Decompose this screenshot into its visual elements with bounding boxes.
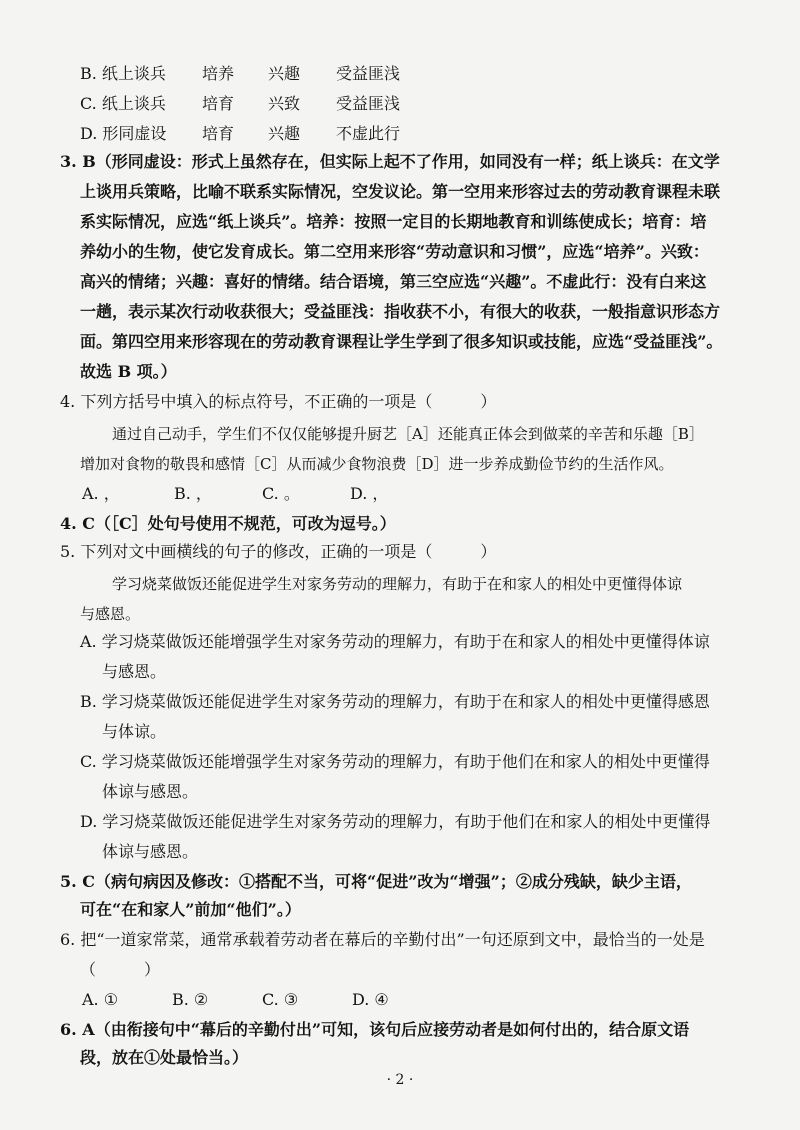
answer-3-line: 面。第四空用来形容现在的劳动教育课程让学生学到了很多知识或技能，应选“受益匪浅”。 <box>80 332 723 351</box>
answer-6-line: 段，放在①处最恰当。） <box>80 1048 249 1067</box>
answer-6-line: 6. A（由衔接句中“幕后的辛勤付出”可知，该句后应接劳动者是如何付出的，结合原文语 <box>60 1020 690 1039</box>
option-word-3: 兴趣 <box>268 64 301 83</box>
question-5-passage: 学习烧菜做饭还能促进学生对家务劳动的理解力，有助于在和家人的相处中更懂得体谅 <box>112 575 683 593</box>
option-word-1: D. 形同虚设 <box>80 124 167 143</box>
option-d: D. ④ <box>352 990 389 1009</box>
option-word-4: 不虚此行 <box>336 124 401 143</box>
question-4-passage: 通过自己动手，学生们不仅仅能够提升厨艺［A］还能真正体会到做菜的辛苦和乐趣［B］ <box>112 425 704 443</box>
option-word-2: 培育 <box>202 94 235 113</box>
page-number: · 2 · <box>386 1072 414 1088</box>
question-5-option-d-cont: 体谅与感恩。 <box>102 842 199 861</box>
answer-5-line: 可在“在和家人”前加“他们”。） <box>80 900 301 919</box>
question-5-passage: 与感恩。 <box>80 605 141 623</box>
answer-3-line: 高兴的情绪；兴趣：喜好的情绪。结合语境，第三空应选“兴趣”。不虚此行：没有白来这 <box>80 272 707 291</box>
option-word-1: B. 纸上谈兵 <box>80 64 166 83</box>
option-b: B. ， <box>174 484 212 503</box>
option-a: A. ① <box>82 990 119 1009</box>
option-word-1: C. 纸上谈兵 <box>80 94 166 113</box>
option-c: C. 。 <box>262 484 300 503</box>
question-5-option-d: D. 学习烧菜做饭还能促进学生对家务劳动的理解力，有助于他们在和家人的相处中更懂得 <box>80 812 711 831</box>
answer-3-line: 系实际情况，应选“纸上谈兵”。培养：按照一定目的长期地教育和训练使成长；培育：培 <box>80 212 707 231</box>
question-5-option-c-cont: 体谅与感恩。 <box>102 782 199 801</box>
option-word-4: 受益匪浅 <box>336 94 401 113</box>
option-word-2: 培育 <box>202 124 235 143</box>
question-6-paren: （ ） <box>80 960 161 979</box>
question-5-option-b: B. 学习烧菜做饭还能促进学生对家务劳动的理解力，有助于在和家人的相处中更懂得感恩 <box>80 692 710 711</box>
answer-3-line: 故选 B 项。） <box>80 362 177 381</box>
question-5-option-c: C. 学习烧菜做饭还能增强学生对家务劳动的理解力，有助于他们在和家人的相处中更懂得 <box>80 752 710 771</box>
option-word-4: 受益匪浅 <box>336 64 401 83</box>
answer-3-line: 3. B（形同虚设：形式上虽然存在，但实际上起不了作用，如同没有一样；纸上谈兵：在文学 <box>60 152 720 171</box>
answer-5-line: 5. C（病句病因及修改：①搭配不当，可将“促进”改为“增强”；②成分残缺，缺少主语， <box>60 872 692 891</box>
question-5-option-b-cont: 与体谅。 <box>102 722 167 741</box>
question-5-option-a: A. 学习烧菜做饭还能增强学生对家务劳动的理解力，有助于在和家人的相处中更懂得体谅 <box>80 632 710 651</box>
question-6-stem: 6. 把“一道家常菜，通常承载着劳动者在幕后的辛勤付出”一句还原到文中，最恰当的一处是 <box>60 930 705 949</box>
answer-3-line: 上谈用兵策略，比喻不联系实际情况，空发议论。第一空用来形容过去的劳动教育课程未联 <box>80 182 721 201</box>
option-word-3: 兴趣 <box>268 124 301 143</box>
option-word-3: 兴致 <box>268 94 301 113</box>
question-4-passage: 增加对食物的敬畏和感情［C］从而减少食物浪费［D］进一步养成勤俭节约的生活作风。 <box>80 455 674 473</box>
answer-4: 4. C（［C］处句号使用不规范，可改为逗号。） <box>60 514 396 533</box>
option-b: B. ② <box>172 990 209 1009</box>
answer-3-line: 一趟，表示某次行动收获很大；受益匪浅：指收获不小，有很大的收获，一般指意识形态方 <box>80 302 721 321</box>
answer-3-line: 养幼小的生物，使它发育成长。第二空用来形容“劳动意识和习惯”，应选“培养”。兴致： <box>80 242 709 261</box>
option-c: C. ③ <box>262 990 299 1009</box>
option-a: A. ， <box>82 484 120 503</box>
option-d: D. ， <box>350 484 389 503</box>
option-word-2: 培养 <box>202 64 235 83</box>
question-4-stem: 4. 下列方括号中填入的标点符号，不正确的一项是（ ） <box>60 392 497 411</box>
question-5-stem: 5. 下列对文中画横线的句子的修改，正确的一项是（ ） <box>60 542 497 561</box>
question-5-option-a-cont: 与感恩。 <box>102 662 167 681</box>
